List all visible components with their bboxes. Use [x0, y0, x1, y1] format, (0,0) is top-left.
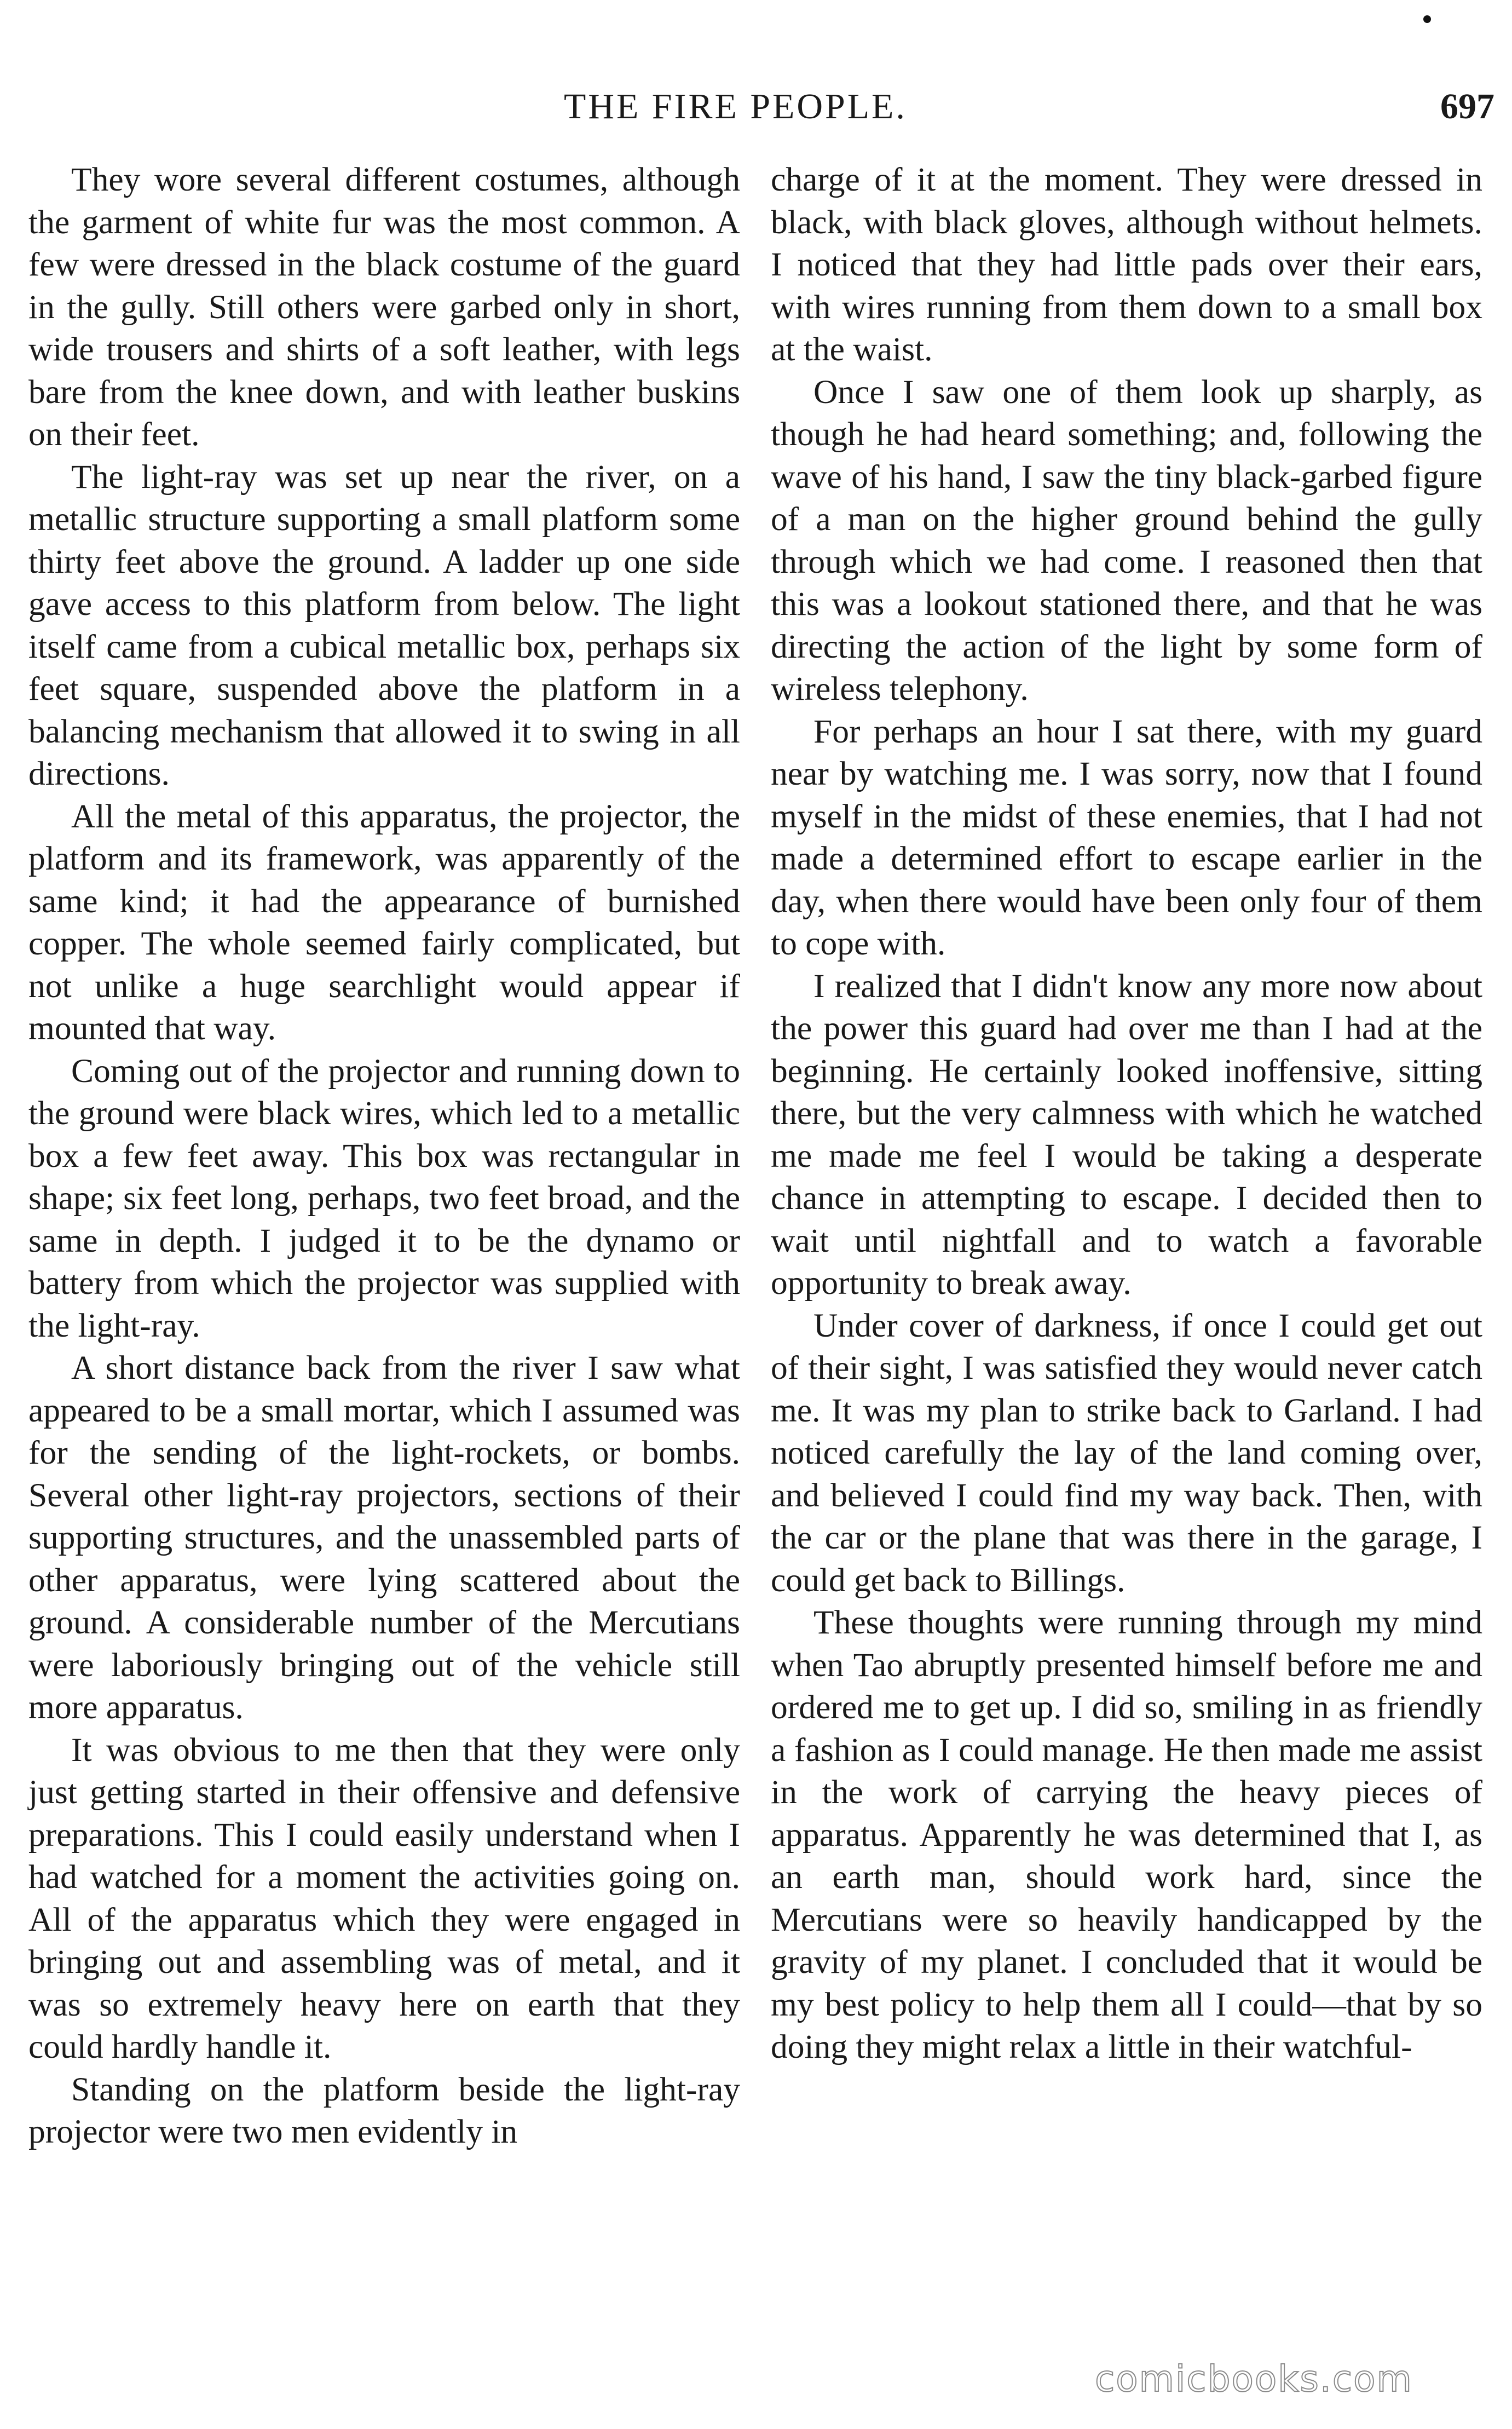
paragraph: For perhaps an hour I sat there, with my guard near by watching me. I was sorry, now that I found myself in the midst of these enemies, that I had not made a determined effort to escape earlier in the day, when there would have been only four of them to cope with. — [771, 712, 1482, 962]
page-header — [564, 82, 1494, 131]
paragraph: Under cover of darkness, if once I could get out of their sight, I was satisfied they would never catch me. It was my plan to strike back to Garland. I had noticed carefully the lay of the land coming over, and believed I could find my way back. Then, with the car or the plane that was there in the garage, I could get back to Billings. — [771, 1306, 1482, 1599]
paragraph: All the metal of this apparatus, the projector, the platform and its framework, was apparently of the same kind; it had the appearance of burnished copper. The whole seemed fairly complicated, but not unlike a huge searchlight would appear if mounted that way. — [28, 797, 740, 1047]
paragraph: A short distance back from the river I saw what appeared to be a small mortar, which I assumed was for the sending of the light-rockets, or bombs. Several other light-ray projectors, sections of their supporting structures, and the unassembled parts of other apparatus, were lying scattered about the ground. A considerable number of the Mercutians were laboriously bringing out of the vehicle still more apparatus. — [28, 1349, 740, 1726]
site-watermark: comicbooks.com — [1095, 2358, 1413, 2400]
print-speck — [1423, 15, 1431, 23]
paragraph: They wore several different costumes, although the garment of white fur was the most common. A few were dressed in the black costume of the guard in the gully. Still others were garbed only in short, wide trousers and shirts of a soft leather, with legs bare from the knee down, and with leather buskins on their feet. — [28, 161, 740, 453]
paragraph-continued: charge of it at the moment. They were dressed in black, with black gloves, although without helmets. I noticed that they had little pads over their ears, with wires running from them down to a small box at the waist. — [771, 161, 1482, 368]
paragraph: These thoughts were running through my mind when Tao abruptly presented himself before me and ordered me to get up. I did so, smiling in as friendly a fashion as I could manage. He then made me assist in the work of carrying the heavy pieces of apparatus. Apparently he was determined that I, as an earth man, should work hard, since the Mercutians were so heavily handicapped by the gravity of my planet. I concluded that it would be my best policy to help them all I could—that by so doing they might relax a little in their watchful- — [771, 1604, 1482, 2065]
paragraph: Once I saw one of them look up sharply, as though he had heard something; and, following the wave of his hand, I saw the tiny black-garbed figure of a man on the higher ground behind the gully through which we had come. I reasoned then that this was a lookout stationed there, and that he was directing the action of the light by some form of wireless telephony. — [771, 373, 1482, 707]
paragraph: The light-ray was set up near the river, on a metallic structure supporting a small platform some thirty feet above the ground. A ladder up one side gave access to this platform from below. The light itself came from a cubical metallic box, perhaps six feet square, suspended above the platform in a balancing mechanism that allowed it to swing in all directions. — [28, 458, 740, 792]
paragraph: It was obvious to me then that they were only just getting started in their offensive and defensive preparations. This I could easily understand when I had watched for a moment the activities going on. All of the apparatus which they were engaged in bringing out and assembling was of metal, and it was so extremely heavy here on earth that they could hardly handle it. — [28, 1731, 740, 2065]
paragraph: I realized that I didn't know any more now about the power this guard had over me than I had at the beginning. He certainly looked inoffensive, sitting there, but the very calmness with which he watched me made me feel I would be taking a desperate chance in attempting to escape. I decided then to wait until nightfall and to watch a favorable opportunity to break away. — [771, 967, 1482, 1302]
paragraph: Coming out of the projector and running down to the ground were black wires, which led to a metallic box a few feet away. This box was rectangular in shape; six feet long, perhaps, two feet broad, and the same in depth. I judged it to be the dynamo or battery from which the projector was supplied with the light-ray. — [28, 1052, 740, 1344]
paragraph: Standing on the platform beside the light-ray projector were two men evidently in — [28, 2070, 740, 2150]
running-title: THE FIRE PEOPLE. — [564, 87, 907, 126]
right-column — [771, 159, 1482, 2069]
left-column — [28, 159, 740, 2154]
page-number: 697 — [1440, 87, 1494, 126]
